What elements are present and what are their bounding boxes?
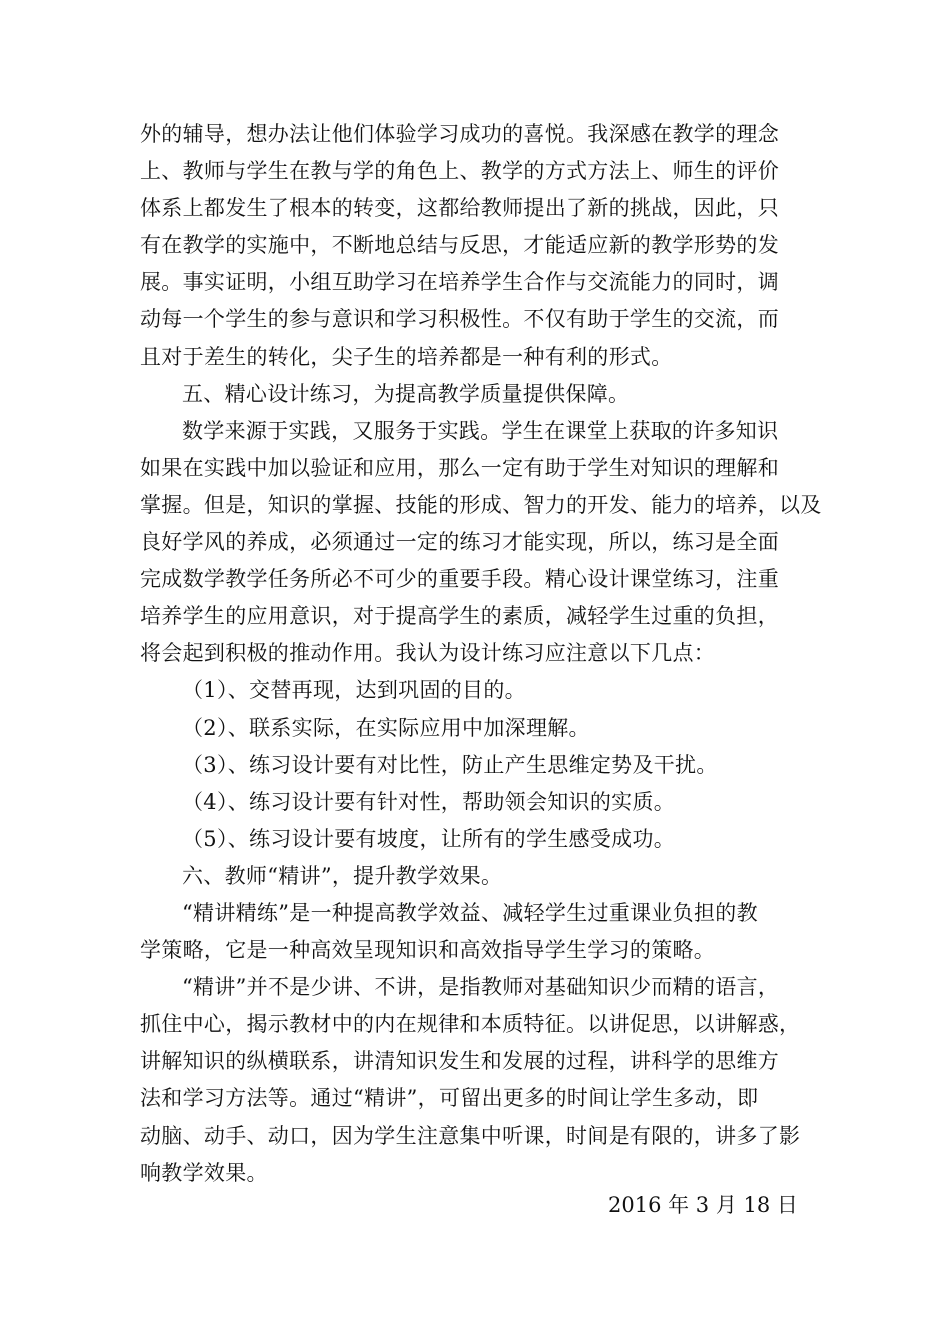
text-line: 讲解知识的纵横联系，讲清知识发生和发展的过程，讲科学的思维方	[140, 1049, 779, 1074]
text-line: 响教学效果。	[140, 1160, 268, 1185]
text-line: 有在教学的实施中，不断地总结与反思，才能适应新的教学形势的发	[140, 233, 779, 258]
text-line: 外的辅导，想办法让他们体验学习成功的喜悦。我深感在教学的理念	[140, 122, 779, 146]
text-line: 动脑、动手、动口，因为学生注意集中听课，时间是有限的，讲多了影	[140, 1123, 801, 1148]
text-line: 如果在实践中加以验证和应用，那么一定有助于学生对知识的理解和	[140, 455, 779, 480]
text-line: 将会起到积极的推动作用。我认为设计练习应注意以下几点：	[140, 641, 716, 666]
text-line: 培养学生的应用意识，对于提高学生的素质，减轻学生过重的负担，	[140, 604, 779, 629]
text-line: 掌握。但是，知识的掌握、技能的形成、智力的开发、能力的培养，以及	[140, 492, 822, 517]
text-line: 体系上都发生了根本的转变，这都给教师提出了新的挑战，因此，只	[140, 196, 779, 221]
list-item: （1）、交替再现，达到巩固的目的。	[182, 678, 526, 703]
list-item: （5）、练习设计要有坡度，让所有的学生感受成功。	[182, 826, 676, 851]
text-line: 学策略，它是一种高效呈现知识和高效指导学生学习的策略。	[140, 938, 716, 963]
text-line: 抓住中心，揭示教材中的内在规律和本质特征。以讲促思，以讲解惑，	[140, 1012, 801, 1037]
text-line: 展。事实证明，小组互助学习在培养学生合作与交流能力的同时，调	[140, 270, 779, 295]
paragraph-start: “精讲”并不是少讲、不讲，是指教师对基础知识少而精的语言，	[182, 975, 780, 1000]
paragraph-start: 数学来源于实践，又服务于实践。学生在课堂上获取的许多知识	[182, 418, 779, 443]
text-line: 且对于差生的转化，尖子生的培养都是一种有利的形式。	[140, 344, 673, 369]
document-body	[140, 116, 822, 1192]
text-line: 动每一个学生的参与意识和学习积极性。不仅有助于学生的交流，而	[140, 307, 779, 332]
paragraph-start: “精讲精练”是一种提高教学效益、减轻学生过重课业负担的教	[182, 900, 758, 925]
document-date: 2016 年 3 月 18 日	[608, 1193, 798, 1217]
text-line: 法和学习方法等。通过“精讲”，可留出更多的时间让学生多动，即	[140, 1086, 759, 1111]
text-line: 上、教师与学生在教与学的角色上、教学的方式方法上、师生的评价	[140, 159, 779, 184]
text-line: 良好学风的养成，必须通过一定的练习才能实现，所以，练习是全面	[140, 530, 779, 555]
section-heading-5: 五、精心设计练习，为提高教学质量提供保障。	[182, 381, 630, 406]
list-item: （3）、练习设计要有对比性，防止产生思维定势及干扰。	[182, 752, 718, 777]
text-line: 完成数学教学任务所必不可少的重要手段。精心设计课堂练习，注重	[140, 567, 779, 592]
section-heading-6: 六、教师“精讲”，提升教学效果。	[182, 863, 503, 888]
list-item: （4）、练习设计要有针对性，帮助领会知识的实质。	[182, 789, 676, 814]
list-item: （2）、联系实际，在实际应用中加深理解。	[182, 715, 590, 740]
